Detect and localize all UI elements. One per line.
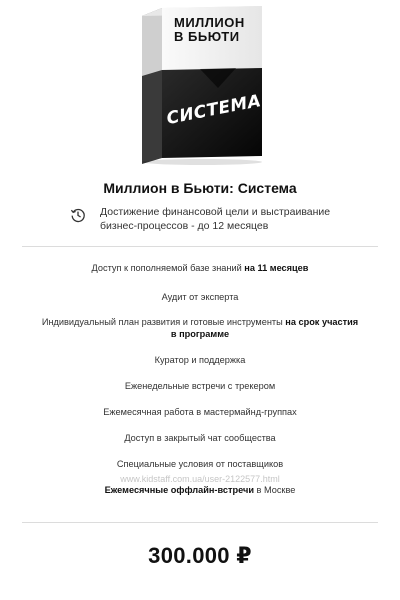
feature-text: в Москве [253, 485, 296, 495]
feature-text: Куратор и поддержка [154, 355, 246, 365]
feature-item [40, 316, 360, 340]
box-brand-line1: МИЛЛИОН [174, 15, 245, 30]
watermark-text: www.kidstaff.com.ua/user-2122577.html [120, 474, 280, 484]
feature-item [40, 354, 360, 366]
divider-bottom [22, 522, 378, 523]
product-box-image [138, 6, 264, 166]
feature-text: Аудит от эксперта [161, 292, 239, 302]
duration-row [70, 205, 360, 233]
feature-bold: на 11 месяцев [244, 263, 309, 273]
box-brand-line2: В БЬЮТИ [174, 29, 240, 44]
feature-text: Доступ к пополняемой базе знаний [91, 263, 245, 273]
box-system-label: СИСТЕМА [164, 91, 264, 129]
feature-text: Ежемесячная работа в мастермайнд-группах [103, 407, 297, 417]
feature-bold: на срок участия в программе [170, 317, 359, 339]
feature-text: Доступ в закрытый чат сообщества [124, 433, 276, 443]
feature-item [40, 406, 360, 418]
feature-item [40, 484, 360, 496]
feature-text: Специальные условия от поставщиков [116, 459, 284, 469]
feature-bold: Ежемесячные оффлайн-встречи [104, 485, 254, 495]
feature-text: Еженедельные встречи с трекером [124, 381, 276, 391]
feature-item [40, 291, 360, 303]
duration-text: Достижение финансовой цели и выстраивание бизнес-процессов - до 12 месяцев [100, 206, 331, 232]
history-icon [70, 207, 86, 223]
feature-item [40, 458, 360, 470]
price: 300.000 ₽ [148, 543, 252, 568]
feature-item [40, 262, 360, 274]
product-title: Миллион в Бьюти: Система [103, 180, 297, 196]
feature-text: Индивидуальный план развития и готовые инструменты [41, 317, 286, 327]
feature-item [40, 380, 360, 392]
feature-item [40, 432, 360, 444]
box-brand-text [174, 16, 254, 44]
divider-top [22, 246, 378, 247]
